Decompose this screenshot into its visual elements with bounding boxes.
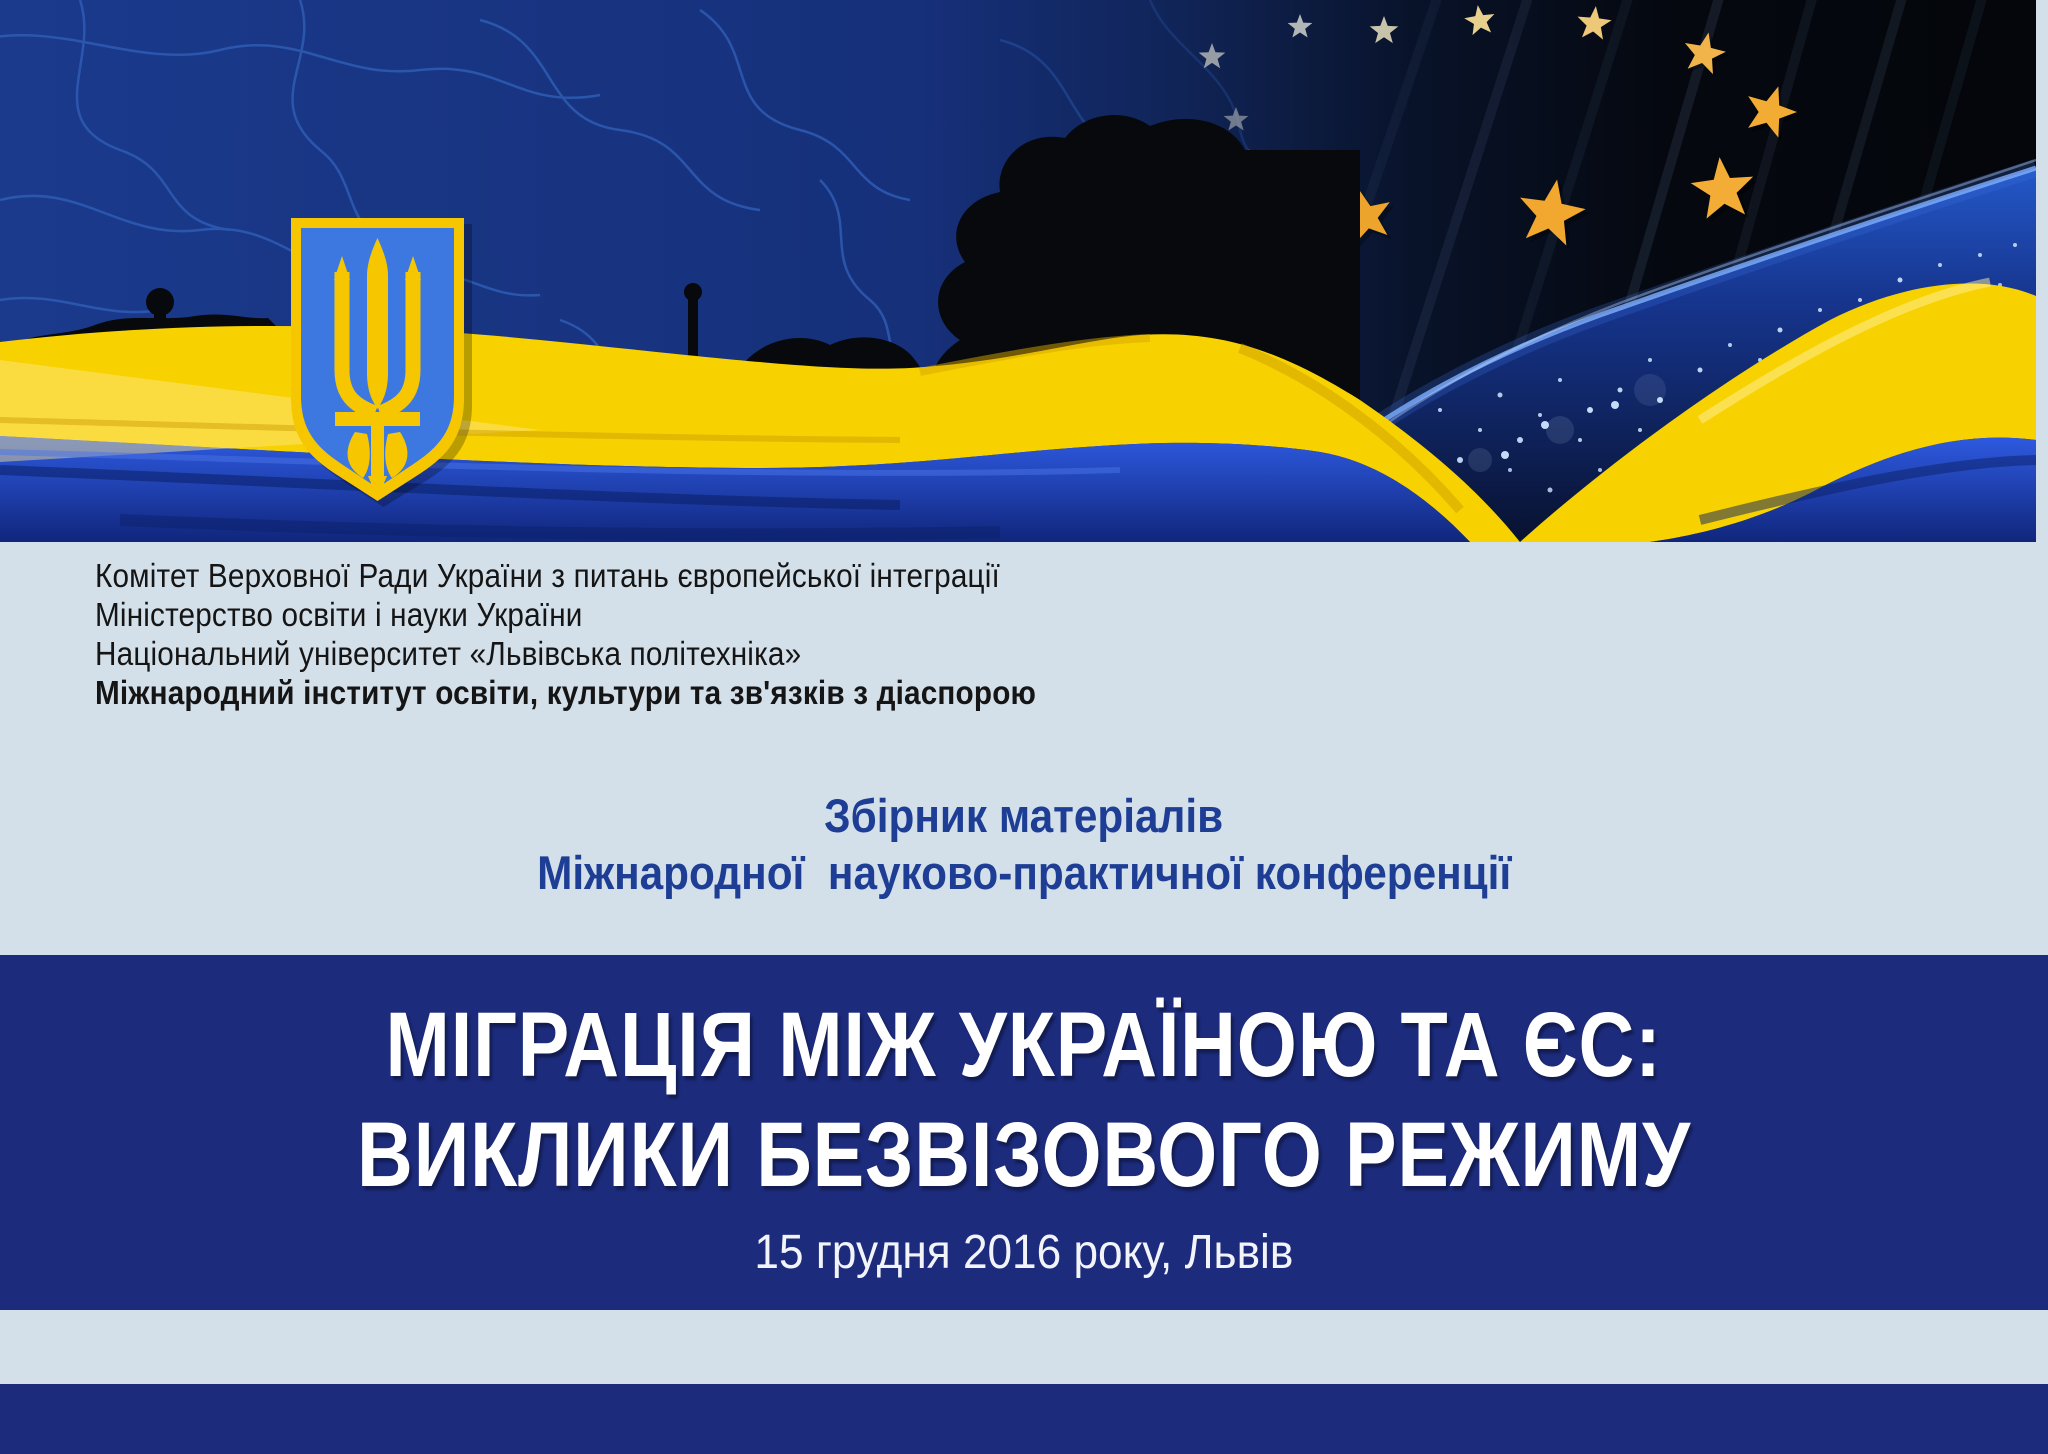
title-band: [0, 955, 2048, 1310]
subtitle-line-2: Міжнародної науково-практичної конференції: [536, 846, 1512, 899]
bottom-stripe-navy: [0, 1384, 2048, 1454]
org-list: [95, 556, 1141, 712]
banner-graphic: [0, 0, 2036, 542]
org-line-1: Комітет Верховної Ради України з питань європейської інтеграції: [95, 557, 1000, 594]
bottom-stripe-light: [0, 1310, 2048, 1384]
title-line-1: МІГРАЦІЯ МІЖ УКРАЇНОЮ ТА ЄС:: [385, 994, 1663, 1096]
org-line-2: Міністерство освіти і науки України: [95, 596, 583, 633]
banner-image: [0, 0, 2036, 542]
title-line-2: ВИКЛИКИ БЕЗВІЗОВОГО РЕЖИМУ: [357, 1104, 1691, 1206]
subtitle-line-1: Збірник матеріалів: [824, 789, 1224, 842]
org-line-4: Міжнародний інститут освіти, культури та зв'язків з діаспорою: [95, 674, 1037, 711]
conference-subtitle: [0, 787, 2048, 901]
org-line-3: Національний університет «Львівська політехніка»: [95, 635, 802, 672]
date-location: 15 грудня 2016 року, Львів: [754, 1226, 1294, 1279]
main-title: [0, 990, 2048, 1210]
